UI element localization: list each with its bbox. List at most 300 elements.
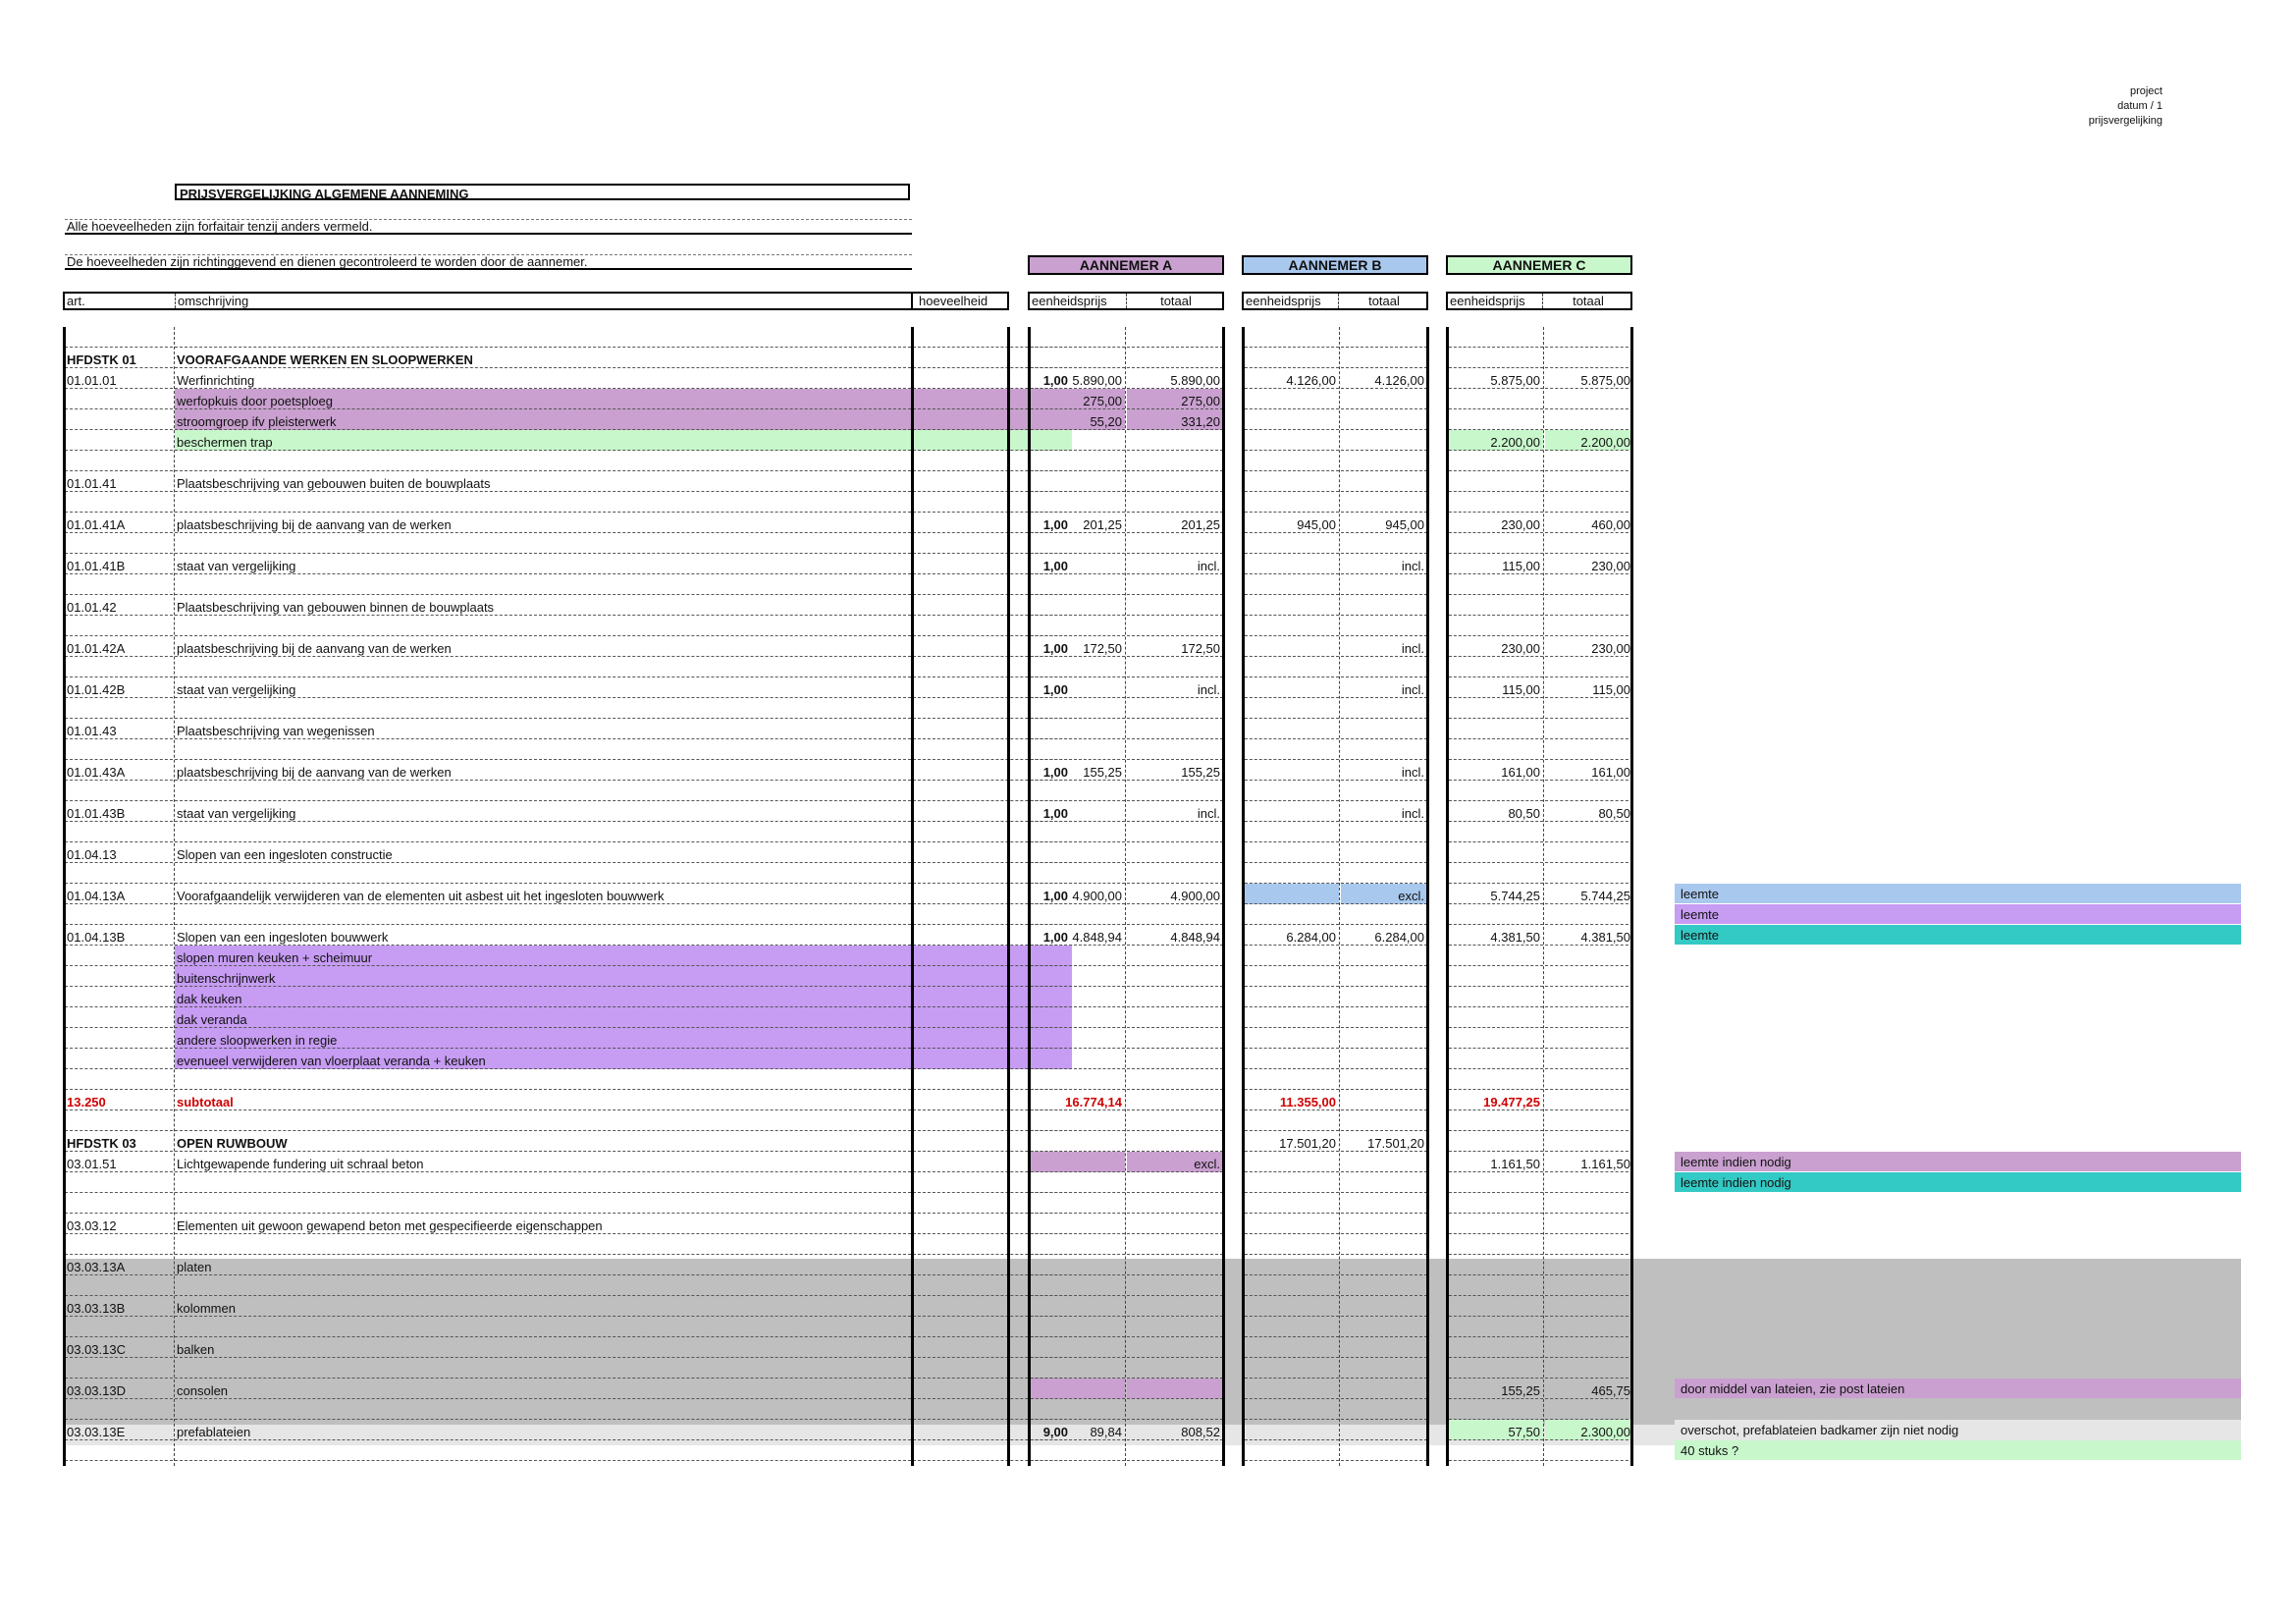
table-border-b-left xyxy=(1242,327,1245,1466)
cell-desc: beschermen trap xyxy=(175,430,911,451)
cell-bu xyxy=(1245,1007,1339,1028)
table-row xyxy=(65,471,1631,492)
cell-desc: plaatsbeschrijving bij de aanvang van de werken xyxy=(175,513,911,533)
cell-art: HFDSTK 01 xyxy=(65,348,173,368)
table-row xyxy=(65,1234,1631,1255)
cell-au xyxy=(1031,1255,1125,1275)
cell-bu: 4.126,00 xyxy=(1245,368,1339,389)
cell-bu xyxy=(1245,348,1339,368)
cell-ct xyxy=(1545,1255,1633,1275)
cell-bt xyxy=(1341,1440,1427,1461)
cell-art xyxy=(65,1440,173,1461)
cell-at xyxy=(1127,1275,1223,1296)
table-row xyxy=(65,946,1631,966)
cell-qty: 1,00 xyxy=(913,884,1072,904)
cell-cu xyxy=(1449,409,1543,430)
cell-cu: 155,25 xyxy=(1449,1379,1543,1399)
cell-at xyxy=(1127,1110,1223,1131)
cell-at xyxy=(1127,1379,1223,1399)
cell-qty: 1,00 xyxy=(913,554,1072,574)
cell-art xyxy=(65,1399,173,1420)
cell-ct xyxy=(1545,1317,1633,1337)
cell-desc xyxy=(175,616,911,636)
cell-bu xyxy=(1245,822,1339,842)
cell-desc xyxy=(175,1069,911,1090)
table-border-c-right xyxy=(1630,327,1633,1466)
table-row xyxy=(65,719,1631,739)
cell-bu: 11.355,00 xyxy=(1245,1090,1339,1110)
cell-au xyxy=(1031,1399,1125,1420)
cell-cu: 230,00 xyxy=(1449,513,1543,533)
table-row xyxy=(65,698,1631,719)
cell-ct xyxy=(1545,1110,1633,1131)
cell-art xyxy=(65,1007,173,1028)
table-row xyxy=(65,739,1631,760)
cell-au xyxy=(1031,1337,1125,1358)
cell-art: 03.03.13E xyxy=(65,1420,173,1440)
cell-bt xyxy=(1341,1255,1427,1275)
cell-desc: VOORAFGAANDE WERKEN EN SLOOPWERKEN xyxy=(175,348,911,368)
cell-bt xyxy=(1341,1337,1427,1358)
table-row xyxy=(65,492,1631,513)
cell-ct xyxy=(1545,1214,1633,1234)
cell-bu xyxy=(1245,884,1339,904)
cell-ct xyxy=(1545,842,1633,863)
cell-art: 01.01.42 xyxy=(65,595,173,616)
cell-bt xyxy=(1341,492,1427,513)
cell-au: 201,25 xyxy=(1031,513,1125,533)
cell-cu: 80,50 xyxy=(1449,801,1543,822)
col-b-unit: eenheidsprijs xyxy=(1246,294,1321,308)
table-row xyxy=(65,657,1631,677)
cell-au xyxy=(1031,698,1125,719)
table-row xyxy=(65,1069,1631,1090)
note-forfaitair: Alle hoeveelheden zijn forfaitair tenzij anders vermeld. xyxy=(65,219,912,235)
cell-ct xyxy=(1545,1069,1633,1090)
cell-cu: 161,00 xyxy=(1449,760,1543,781)
cell-ct xyxy=(1545,781,1633,801)
cell-cu xyxy=(1449,471,1543,492)
cell-bt xyxy=(1341,616,1427,636)
cell-desc: evenueel verwijderen van vloerplaat veranda + keuken xyxy=(175,1049,911,1069)
contractor-b-header: AANNEMER B xyxy=(1242,255,1428,275)
cell-cu xyxy=(1449,739,1543,760)
cell-ct: 460,00 xyxy=(1545,513,1633,533)
cell-desc xyxy=(175,574,911,595)
cell-bt xyxy=(1341,451,1427,471)
cell-bt xyxy=(1341,1275,1427,1296)
cell-bu xyxy=(1245,492,1339,513)
table-border-b-right xyxy=(1426,327,1429,1466)
cell-bu xyxy=(1245,327,1339,348)
cell-qty: 1,00 xyxy=(913,368,1072,389)
cell-desc: plaatsbeschrijving bij de aanvang van de werken xyxy=(175,636,911,657)
cell-au xyxy=(1031,677,1125,698)
cell-bt xyxy=(1341,863,1427,884)
cell-bt: incl. xyxy=(1341,801,1427,822)
cell-cu xyxy=(1449,1214,1543,1234)
cell-desc xyxy=(175,1234,911,1255)
table-row xyxy=(65,327,1631,348)
cell-cu xyxy=(1449,389,1543,409)
cell-art xyxy=(65,987,173,1007)
cell-at xyxy=(1127,822,1223,842)
contractor-c-header: AANNEMER C xyxy=(1446,255,1632,275)
col-c-unit: eenheidsprijs xyxy=(1450,294,1525,308)
cell-at xyxy=(1127,492,1223,513)
cell-at xyxy=(1127,1049,1223,1069)
cell-bu xyxy=(1245,554,1339,574)
cell-desc: kolommen xyxy=(175,1296,911,1317)
price-table xyxy=(65,327,1631,1465)
cell-bt xyxy=(1341,657,1427,677)
cell-bu xyxy=(1245,636,1339,657)
table-row xyxy=(65,1172,1631,1193)
cell-au xyxy=(1031,1234,1125,1255)
cell-at xyxy=(1127,1255,1223,1275)
cell-desc xyxy=(175,1399,911,1420)
cell-cu xyxy=(1449,987,1543,1007)
cell-desc xyxy=(175,863,911,884)
cell-art xyxy=(65,739,173,760)
cell-bt xyxy=(1341,1358,1427,1379)
cell-at xyxy=(1127,1172,1223,1193)
cell-ct xyxy=(1545,1007,1633,1028)
cell-ct xyxy=(1545,1193,1633,1214)
cell-art: 01.01.41B xyxy=(65,554,173,574)
cell-at xyxy=(1127,1028,1223,1049)
cell-at xyxy=(1127,327,1223,348)
cell-bt xyxy=(1341,1399,1427,1420)
cell-bu xyxy=(1245,1420,1339,1440)
cell-bt xyxy=(1341,389,1427,409)
cell-bu xyxy=(1245,1358,1339,1379)
table-row xyxy=(65,574,1631,595)
cell-au xyxy=(1031,1152,1125,1172)
cell-art xyxy=(65,533,173,554)
cell-art xyxy=(65,1234,173,1255)
cell-art xyxy=(65,574,173,595)
cell-au xyxy=(1031,1317,1125,1337)
cell-ct xyxy=(1545,1049,1633,1069)
cell-desc: prefablateien xyxy=(175,1420,911,1440)
sheet-title: PRIJSVERGELIJKING ALGEMENE AANNEMING xyxy=(175,184,910,200)
cell-at xyxy=(1127,1193,1223,1214)
table-row xyxy=(65,677,1631,698)
cell-desc: dak veranda xyxy=(175,1007,911,1028)
cell-au xyxy=(1031,1049,1125,1069)
cell-at: 808,52 xyxy=(1127,1420,1223,1440)
cell-cu xyxy=(1449,1007,1543,1028)
cell-desc: subtotaal xyxy=(175,1090,911,1110)
cell-cu xyxy=(1449,1296,1543,1317)
cell-au xyxy=(1031,1172,1125,1193)
cell-bu xyxy=(1245,471,1339,492)
cell-ct xyxy=(1545,616,1633,636)
cell-art: 13.250 xyxy=(65,1090,173,1110)
remark: leemte indien nodig xyxy=(1675,1172,2241,1192)
cell-cu xyxy=(1449,1275,1543,1296)
cell-bu xyxy=(1245,760,1339,781)
cell-cu xyxy=(1449,533,1543,554)
cell-ct xyxy=(1545,1172,1633,1193)
cell-bt: incl. xyxy=(1341,760,1427,781)
cell-bt xyxy=(1341,1152,1427,1172)
cell-cu: 4.381,50 xyxy=(1449,925,1543,946)
cell-cu xyxy=(1449,348,1543,368)
cell-au xyxy=(1031,863,1125,884)
cell-cu xyxy=(1449,822,1543,842)
cell-cu: 19.477,25 xyxy=(1449,1090,1543,1110)
table-divider-c xyxy=(1543,327,1544,1466)
cell-qty: 1,00 xyxy=(913,677,1072,698)
cell-ct xyxy=(1545,1275,1633,1296)
cell-art xyxy=(65,1172,173,1193)
table-row xyxy=(65,533,1631,554)
col-group-a xyxy=(1028,292,1224,310)
table-row xyxy=(65,842,1631,863)
cell-art xyxy=(65,904,173,925)
cell-bt: 945,00 xyxy=(1341,513,1427,533)
table-row xyxy=(65,801,1631,822)
table-row xyxy=(65,1028,1631,1049)
table-row xyxy=(65,1420,1631,1440)
cell-qty: 1,00 xyxy=(913,801,1072,822)
cell-at: incl. xyxy=(1127,801,1223,822)
cell-ct xyxy=(1545,389,1633,409)
cell-desc xyxy=(175,533,911,554)
table-divider-a xyxy=(1125,327,1126,1466)
cell-ct: 5.875,00 xyxy=(1545,368,1633,389)
cell-au xyxy=(1031,739,1125,760)
cell-cu xyxy=(1449,1049,1543,1069)
cell-at xyxy=(1127,451,1223,471)
cell-bu: 17.501,20 xyxy=(1245,1131,1339,1152)
cell-bu xyxy=(1245,1234,1339,1255)
cell-ct: 230,00 xyxy=(1545,636,1633,657)
remark: 40 stuks ? xyxy=(1675,1440,2241,1460)
cell-at xyxy=(1127,1296,1223,1317)
cell-ct xyxy=(1545,1028,1633,1049)
cell-bu xyxy=(1245,1110,1339,1131)
cell-bu xyxy=(1245,1172,1339,1193)
cell-au: 5.890,00 xyxy=(1031,368,1125,389)
cell-at xyxy=(1127,1399,1223,1420)
cell-at: 201,25 xyxy=(1127,513,1223,533)
cell-ct xyxy=(1545,471,1633,492)
cell-au: 55,20 xyxy=(1031,409,1125,430)
cell-bu xyxy=(1245,409,1339,430)
cell-art: 03.03.13D xyxy=(65,1379,173,1399)
cell-bu xyxy=(1245,389,1339,409)
cell-ct xyxy=(1545,987,1633,1007)
cell-au xyxy=(1031,1007,1125,1028)
cell-art xyxy=(65,451,173,471)
cell-cu xyxy=(1449,1255,1543,1275)
cell-cu xyxy=(1449,1358,1543,1379)
cell-desc: Werfinrichting xyxy=(175,368,911,389)
contractor-a-header: AANNEMER A xyxy=(1028,255,1224,275)
cell-au xyxy=(1031,492,1125,513)
cell-au xyxy=(1031,1193,1125,1214)
cell-ct xyxy=(1545,1399,1633,1420)
cell-ct xyxy=(1545,1296,1633,1317)
cell-ct xyxy=(1545,348,1633,368)
cell-bt xyxy=(1341,946,1427,966)
cell-au xyxy=(1031,719,1125,739)
cell-au xyxy=(1031,348,1125,368)
cell-au xyxy=(1031,1358,1125,1379)
table-row xyxy=(65,1110,1631,1131)
cell-au xyxy=(1031,1379,1125,1399)
cell-ct xyxy=(1545,657,1633,677)
cell-at xyxy=(1127,1234,1223,1255)
cell-ct xyxy=(1545,1337,1633,1358)
cell-ct: 4.381,50 xyxy=(1545,925,1633,946)
cell-bu xyxy=(1245,1275,1339,1296)
cell-cu: 115,00 xyxy=(1449,554,1543,574)
cell-bu xyxy=(1245,1399,1339,1420)
cell-bu xyxy=(1245,1028,1339,1049)
cell-cu xyxy=(1449,657,1543,677)
col-group-c xyxy=(1446,292,1632,310)
cell-ct: 1.161,50 xyxy=(1545,1152,1633,1172)
cell-bt xyxy=(1341,987,1427,1007)
cell-au xyxy=(1031,1069,1125,1090)
cell-au xyxy=(1031,657,1125,677)
cell-desc: Plaatsbeschrijving van gebouwen buiten de bouwplaats xyxy=(175,471,911,492)
table-row xyxy=(65,1317,1631,1337)
table-row xyxy=(65,1399,1631,1420)
cell-art: 01.01.42B xyxy=(65,677,173,698)
cell-ct xyxy=(1545,574,1633,595)
cell-au: 4.900,00 xyxy=(1031,884,1125,904)
cell-bu xyxy=(1245,987,1339,1007)
header-subject: prijsvergelijking xyxy=(2088,115,2163,127)
cell-art: 03.03.13A xyxy=(65,1255,173,1275)
cell-bu xyxy=(1245,1049,1339,1069)
cell-bu xyxy=(1245,904,1339,925)
cell-au xyxy=(1031,1131,1125,1152)
cell-bt xyxy=(1341,1296,1427,1317)
cell-cu xyxy=(1449,863,1543,884)
table-row xyxy=(65,904,1631,925)
cell-au xyxy=(1031,574,1125,595)
cell-au xyxy=(1031,966,1125,987)
remark: door middel van lateien, zie post lateien xyxy=(1675,1379,2241,1398)
cell-cu xyxy=(1449,842,1543,863)
table-row xyxy=(65,1275,1631,1296)
table-row xyxy=(65,409,1631,430)
cell-at xyxy=(1127,1358,1223,1379)
cell-bt xyxy=(1341,904,1427,925)
cell-desc xyxy=(175,1193,911,1214)
cell-bu xyxy=(1245,1152,1339,1172)
cell-art: 03.03.13C xyxy=(65,1337,173,1358)
cell-ct xyxy=(1545,1358,1633,1379)
table-row xyxy=(65,966,1631,987)
cell-art: 01.01.41A xyxy=(65,513,173,533)
cell-au xyxy=(1031,1275,1125,1296)
cell-ct xyxy=(1545,1440,1633,1461)
cell-at xyxy=(1127,1317,1223,1337)
cell-au xyxy=(1031,554,1125,574)
cell-bu xyxy=(1245,739,1339,760)
col-a-total: totaal xyxy=(1126,294,1225,308)
cell-ct xyxy=(1545,327,1633,348)
cell-bt xyxy=(1341,574,1427,595)
table-row xyxy=(65,1214,1631,1234)
cell-desc: Lichtgewapende fundering uit schraal beton xyxy=(175,1152,911,1172)
cell-bt xyxy=(1341,842,1427,863)
cell-bt xyxy=(1341,1420,1427,1440)
cell-at: 155,25 xyxy=(1127,760,1223,781)
cell-at xyxy=(1127,1337,1223,1358)
cell-at: excl. xyxy=(1127,1152,1223,1172)
cell-art: 01.04.13 xyxy=(65,842,173,863)
cell-au: 155,25 xyxy=(1031,760,1125,781)
cell-at xyxy=(1127,904,1223,925)
col-c-total: totaal xyxy=(1542,294,1633,308)
cell-cu xyxy=(1449,781,1543,801)
col-art: art. xyxy=(67,294,85,308)
cell-ct xyxy=(1545,1131,1633,1152)
cell-bt xyxy=(1341,1172,1427,1193)
cell-bu xyxy=(1245,1069,1339,1090)
cell-bu xyxy=(1245,595,1339,616)
cell-cu xyxy=(1449,1110,1543,1131)
cell-cu xyxy=(1449,1131,1543,1152)
cell-qty: 1,00 xyxy=(913,636,1072,657)
cell-at: incl. xyxy=(1127,677,1223,698)
cell-desc: stroomgroep ifv pleisterwerk xyxy=(175,409,911,430)
cell-at xyxy=(1127,1007,1223,1028)
cell-art xyxy=(65,1028,173,1049)
cell-at xyxy=(1127,595,1223,616)
cell-bu xyxy=(1245,533,1339,554)
cell-ct: 161,00 xyxy=(1545,760,1633,781)
remark: leemte indien nodig xyxy=(1675,1152,2241,1171)
cell-art xyxy=(65,327,173,348)
cell-at: 4.848,94 xyxy=(1127,925,1223,946)
column-header-left xyxy=(63,292,913,310)
cell-bt xyxy=(1341,1069,1427,1090)
cell-cu: 230,00 xyxy=(1449,636,1543,657)
table-row xyxy=(65,781,1631,801)
cell-bu xyxy=(1245,657,1339,677)
cell-at xyxy=(1127,719,1223,739)
table-row xyxy=(65,451,1631,471)
table-row xyxy=(65,513,1631,533)
cell-desc: plaatsbeschrijving bij de aanvang van de werken xyxy=(175,760,911,781)
cell-desc: werfopkuis door poetsploeg xyxy=(175,389,911,409)
cell-art: 01.01.43 xyxy=(65,719,173,739)
cell-bt: 6.284,00 xyxy=(1341,925,1427,946)
cell-bt xyxy=(1341,1234,1427,1255)
cell-ct: 115,00 xyxy=(1545,677,1633,698)
cell-bt xyxy=(1341,409,1427,430)
cell-bu: 6.284,00 xyxy=(1245,925,1339,946)
cell-bt: incl. xyxy=(1341,636,1427,657)
cell-art xyxy=(65,1358,173,1379)
cell-bt xyxy=(1341,966,1427,987)
cell-ct xyxy=(1545,904,1633,925)
table-row xyxy=(65,1049,1631,1069)
cell-au xyxy=(1031,430,1125,451)
cell-desc xyxy=(175,1110,911,1131)
cell-bt xyxy=(1341,781,1427,801)
cell-at xyxy=(1127,863,1223,884)
